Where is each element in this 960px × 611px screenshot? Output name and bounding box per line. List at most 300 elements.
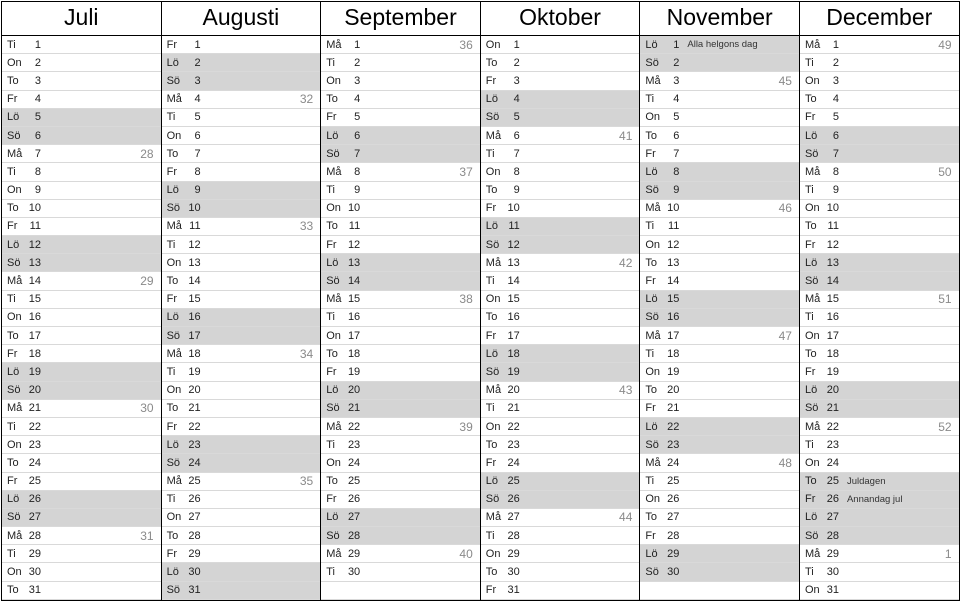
- day-row[interactable]: [481, 72, 640, 90]
- day-row[interactable]: [640, 382, 799, 400]
- day-row[interactable]: [2, 291, 161, 309]
- day-row[interactable]: [2, 182, 161, 200]
- day-of-week-label: Fr: [645, 147, 656, 160]
- day-row[interactable]: [481, 236, 640, 254]
- day-number: 15: [347, 293, 361, 306]
- day-number: 2: [194, 56, 201, 69]
- day-row[interactable]: [2, 109, 161, 127]
- day-row[interactable]: [162, 182, 321, 200]
- day-row[interactable]: [321, 327, 480, 345]
- day-number: 21: [28, 402, 41, 415]
- day-row[interactable]: [162, 400, 321, 418]
- day-row[interactable]: [640, 509, 799, 527]
- day-row[interactable]: [640, 72, 799, 90]
- day-row[interactable]: [162, 363, 321, 381]
- day-row[interactable]: [800, 327, 959, 345]
- day-row[interactable]: [800, 545, 959, 563]
- day-row[interactable]: [2, 454, 161, 472]
- day-row[interactable]: [481, 254, 640, 272]
- day-number: 21: [188, 402, 201, 415]
- day-number: 17: [28, 329, 41, 342]
- day-row[interactable]: [162, 200, 321, 218]
- week-number: 44: [619, 510, 633, 525]
- day-number: 11: [348, 220, 361, 233]
- day-row[interactable]: [2, 545, 161, 563]
- day-row[interactable]: [162, 54, 321, 72]
- day-row[interactable]: [481, 218, 640, 236]
- day-row[interactable]: [481, 582, 640, 600]
- day-row[interactable]: [2, 509, 161, 527]
- day-row[interactable]: [800, 436, 959, 454]
- day-row[interactable]: [162, 291, 321, 309]
- day-of-week-label: On: [7, 56, 22, 69]
- day-number: 27: [667, 511, 680, 524]
- day-row[interactable]: [2, 163, 161, 181]
- day-row[interactable]: [481, 182, 640, 200]
- day-row[interactable]: [321, 382, 480, 400]
- day-number: 22: [347, 420, 361, 433]
- day-row[interactable]: [162, 382, 321, 400]
- day-row[interactable]: [640, 54, 799, 72]
- day-row[interactable]: [640, 291, 799, 309]
- day-row[interactable]: [481, 109, 640, 127]
- day-row[interactable]: [640, 182, 799, 200]
- day-row[interactable]: [2, 54, 161, 72]
- day-row[interactable]: [2, 72, 161, 90]
- day-row[interactable]: [321, 345, 480, 363]
- day-row[interactable]: [162, 473, 321, 491]
- day-of-week-label: Sö: [804, 529, 819, 542]
- day-number: 19: [507, 365, 520, 378]
- day-row[interactable]: [800, 54, 959, 72]
- day-number: 14: [507, 275, 520, 288]
- day-number: 29: [28, 547, 41, 560]
- day-row[interactable]: [162, 418, 321, 436]
- day-row[interactable]: [640, 200, 799, 218]
- day-row[interactable]: [162, 36, 321, 54]
- day-of-week-label: Lö: [166, 184, 179, 197]
- day-row[interactable]: [800, 91, 959, 109]
- day-row[interactable]: [800, 400, 959, 418]
- day-row[interactable]: [800, 582, 959, 600]
- day-number: 6: [513, 129, 520, 142]
- day-of-week-label: On: [166, 511, 182, 524]
- day-of-week-label: On: [804, 584, 820, 597]
- day-of-week-label: Lö: [326, 129, 339, 142]
- day-row[interactable]: [640, 145, 799, 163]
- day-number: 11: [189, 220, 201, 233]
- day-row[interactable]: [481, 527, 640, 545]
- day-number: 10: [667, 202, 680, 215]
- day-number: 3: [354, 74, 361, 87]
- day-row[interactable]: [321, 272, 480, 290]
- day-row[interactable]: [321, 363, 480, 381]
- day-row[interactable]: [321, 200, 480, 218]
- day-of-week-label: Lö: [645, 165, 658, 178]
- day-row[interactable]: [481, 563, 640, 581]
- day-of-week-label: To: [485, 184, 498, 197]
- day-row[interactable]: [640, 218, 799, 236]
- day-of-week-label: Fr: [326, 238, 337, 251]
- day-row[interactable]: [321, 400, 480, 418]
- day-number: 10: [188, 202, 201, 215]
- day-row[interactable]: [640, 527, 799, 545]
- week-number: 37: [459, 164, 473, 179]
- day-row[interactable]: [162, 254, 321, 272]
- day-row[interactable]: [481, 345, 640, 363]
- day-of-week-label: On: [645, 493, 661, 506]
- day-number: 27: [28, 511, 41, 524]
- day-row[interactable]: [640, 545, 799, 563]
- day-number: 24: [188, 456, 201, 469]
- day-of-week-label: Må: [485, 256, 502, 269]
- day-of-week-label: Sö: [645, 438, 659, 451]
- day-row[interactable]: [800, 127, 959, 145]
- day-row[interactable]: [481, 473, 640, 491]
- day-number: 1: [34, 38, 41, 51]
- day-number: 29: [507, 547, 520, 560]
- day-number: 25: [188, 475, 201, 488]
- day-row[interactable]: [800, 491, 959, 509]
- day-row[interactable]: [481, 309, 640, 327]
- day-row[interactable]: [162, 454, 321, 472]
- day-row[interactable]: [2, 36, 161, 54]
- day-row[interactable]: [321, 473, 480, 491]
- day-of-week-label: To: [166, 275, 179, 288]
- day-row[interactable]: [481, 382, 640, 400]
- day-row[interactable]: [162, 91, 321, 109]
- day-row[interactable]: [800, 254, 959, 272]
- day-row[interactable]: [321, 163, 480, 181]
- day-of-week-label: Må: [485, 511, 502, 524]
- day-row[interactable]: [800, 200, 959, 218]
- day-row[interactable]: [162, 491, 321, 509]
- day-of-week-label: Ti: [7, 293, 16, 306]
- day-of-week-label: To: [804, 347, 817, 360]
- day-row[interactable]: [321, 527, 480, 545]
- day-row[interactable]: [321, 254, 480, 272]
- day-row[interactable]: [321, 109, 480, 127]
- day-of-week-label: Fr: [645, 529, 656, 542]
- day-of-week-label: To: [804, 93, 817, 106]
- day-of-week-label: Fr: [7, 475, 18, 488]
- day-row[interactable]: [640, 109, 799, 127]
- day-row[interactable]: [321, 36, 480, 54]
- day-of-week-label: Fr: [804, 493, 816, 506]
- day-row[interactable]: [481, 91, 640, 109]
- day-of-week-label: Ti: [166, 111, 176, 124]
- day-row[interactable]: [640, 345, 799, 363]
- day-number: 31: [188, 584, 201, 597]
- day-row[interactable]: [800, 236, 959, 254]
- day-of-week-label: Ti: [645, 93, 655, 106]
- day-row[interactable]: [2, 127, 161, 145]
- day-row[interactable]: [481, 54, 640, 72]
- day-row[interactable]: [640, 418, 799, 436]
- day-row[interactable]: [2, 363, 161, 381]
- day-row[interactable]: [640, 491, 799, 509]
- day-row[interactable]: [481, 163, 640, 181]
- day-row[interactable]: [2, 254, 161, 272]
- day-row[interactable]: [162, 582, 321, 600]
- day-number: 23: [28, 438, 41, 451]
- day-row[interactable]: [2, 382, 161, 400]
- day-row[interactable]: [162, 272, 321, 290]
- day-of-week-label: Ti: [326, 438, 335, 451]
- day-row[interactable]: [640, 436, 799, 454]
- day-row[interactable]: [640, 363, 799, 381]
- day-row[interactable]: [162, 545, 321, 563]
- day-row[interactable]: [2, 218, 161, 236]
- day-row[interactable]: [162, 563, 321, 581]
- month-column-december: [799, 36, 959, 601]
- day-row[interactable]: [800, 418, 959, 436]
- week-number: 52: [938, 419, 952, 434]
- day-of-week-label: Må: [7, 147, 23, 160]
- day-row[interactable]: [2, 418, 161, 436]
- day-number: 11: [827, 220, 839, 233]
- day-of-week-label: Ti: [326, 311, 335, 324]
- day-of-week-label: Må: [7, 402, 23, 415]
- day-number: 30: [28, 566, 41, 579]
- day-row[interactable]: [481, 491, 640, 509]
- day-row[interactable]: [640, 127, 799, 145]
- day-row[interactable]: [481, 200, 640, 218]
- day-number: 16: [188, 311, 201, 324]
- day-row[interactable]: [800, 109, 959, 127]
- day-row[interactable]: [321, 127, 480, 145]
- day-row[interactable]: [2, 345, 161, 363]
- day-row[interactable]: [481, 436, 640, 454]
- day-row[interactable]: [800, 182, 959, 200]
- day-number: 27: [347, 511, 361, 524]
- day-of-week-label: On: [326, 329, 341, 342]
- day-row[interactable]: [481, 272, 640, 290]
- day-of-week-label: Sö: [645, 56, 659, 69]
- day-row[interactable]: [800, 218, 959, 236]
- day-row[interactable]: [2, 473, 161, 491]
- day-row[interactable]: [162, 127, 321, 145]
- day-number: 28: [826, 529, 839, 542]
- day-of-week-label: Må: [326, 38, 342, 51]
- day-row[interactable]: [800, 527, 959, 545]
- day-row[interactable]: [481, 127, 640, 145]
- day-row[interactable]: [162, 72, 321, 90]
- day-row[interactable]: [321, 563, 480, 581]
- day-row[interactable]: [321, 182, 480, 200]
- day-row[interactable]: [800, 145, 959, 163]
- day-number: 19: [347, 365, 361, 378]
- day-number: 5: [34, 111, 41, 124]
- day-number: 27: [507, 511, 520, 524]
- day-row[interactable]: [162, 145, 321, 163]
- day-number: 20: [347, 384, 361, 397]
- day-row[interactable]: [481, 291, 640, 309]
- day-of-week-label: On: [645, 238, 661, 251]
- day-of-week-label: Sö: [804, 402, 819, 415]
- day-row[interactable]: [162, 163, 321, 181]
- day-row[interactable]: [640, 163, 799, 181]
- day-row[interactable]: [162, 236, 321, 254]
- day-row[interactable]: [800, 36, 959, 54]
- day-row[interactable]: [321, 236, 480, 254]
- day-number: 22: [188, 420, 201, 433]
- month-column-november: [640, 36, 800, 601]
- day-number: 9: [34, 184, 41, 197]
- day-of-week-label: Sö: [326, 275, 340, 288]
- day-of-week-label: Lö: [166, 56, 179, 69]
- day-number: 29: [347, 547, 361, 560]
- day-number: 13: [667, 256, 680, 269]
- day-row[interactable]: [481, 145, 640, 163]
- day-row[interactable]: [800, 454, 959, 472]
- day-row[interactable]: [321, 145, 480, 163]
- day-row[interactable]: [640, 236, 799, 254]
- day-of-week-label: Fr: [326, 111, 337, 124]
- day-of-week-label: Sö: [645, 311, 659, 324]
- day-row[interactable]: [640, 91, 799, 109]
- day-row[interactable]: [800, 309, 959, 327]
- day-number: 6: [673, 129, 680, 142]
- day-row[interactable]: [162, 109, 321, 127]
- day-number: 29: [826, 547, 839, 560]
- day-row[interactable]: [162, 436, 321, 454]
- day-row[interactable]: [640, 254, 799, 272]
- day-row[interactable]: [2, 582, 161, 600]
- day-row[interactable]: [162, 345, 321, 363]
- day-row[interactable]: [481, 418, 640, 436]
- day-number: 8: [673, 165, 680, 178]
- day-row[interactable]: [2, 145, 161, 163]
- day-number: 24: [507, 456, 520, 469]
- day-row[interactable]: [2, 400, 161, 418]
- day-row[interactable]: [321, 54, 480, 72]
- day-of-week-label: Må: [326, 293, 342, 306]
- day-of-week-label: To: [7, 584, 19, 597]
- day-row[interactable]: [640, 36, 799, 54]
- day-of-week-label: To: [326, 475, 338, 488]
- day-row[interactable]: [2, 527, 161, 545]
- day-number: 13: [188, 256, 201, 269]
- day-row[interactable]: [2, 309, 161, 327]
- day-number: 14: [347, 275, 361, 288]
- day-row[interactable]: [800, 473, 959, 491]
- day-of-week-label: Ti: [804, 56, 814, 69]
- day-row[interactable]: [640, 454, 799, 472]
- day-of-week-label: Ti: [326, 184, 335, 197]
- day-row[interactable]: [481, 363, 640, 381]
- day-row[interactable]: [2, 91, 161, 109]
- day-of-week-label: Sö: [166, 202, 181, 215]
- day-row[interactable]: [2, 327, 161, 345]
- day-row[interactable]: [800, 345, 959, 363]
- day-row[interactable]: [800, 163, 959, 181]
- day-row[interactable]: [800, 563, 959, 581]
- day-of-week-label: Fr: [804, 238, 816, 251]
- day-row[interactable]: [321, 72, 480, 90]
- day-row[interactable]: [162, 527, 321, 545]
- day-of-week-label: Sö: [485, 238, 500, 251]
- day-of-week-label: To: [326, 220, 338, 233]
- day-row[interactable]: [481, 36, 640, 54]
- day-of-week-label: To: [485, 56, 498, 69]
- day-number: 7: [832, 147, 839, 160]
- day-row[interactable]: [321, 436, 480, 454]
- day-row[interactable]: [321, 454, 480, 472]
- day-number: 13: [28, 256, 41, 269]
- day-of-week-label: Sö: [166, 584, 181, 597]
- day-of-week-label: Må: [166, 93, 182, 106]
- day-of-week-label: Lö: [485, 93, 499, 106]
- day-number: 1: [194, 38, 201, 51]
- day-row[interactable]: [321, 218, 480, 236]
- day-row[interactable]: [481, 545, 640, 563]
- day-row[interactable]: [2, 236, 161, 254]
- day-row[interactable]: [162, 218, 321, 236]
- day-row[interactable]: [2, 563, 161, 581]
- day-row[interactable]: [321, 418, 480, 436]
- day-row[interactable]: [321, 309, 480, 327]
- day-row[interactable]: [162, 309, 321, 327]
- day-row[interactable]: [2, 200, 161, 218]
- day-row[interactable]: [800, 291, 959, 309]
- day-number: 14: [667, 275, 680, 288]
- day-row[interactable]: [321, 509, 480, 527]
- day-row[interactable]: [162, 509, 321, 527]
- day-row[interactable]: [321, 91, 480, 109]
- day-number: 12: [28, 238, 41, 251]
- day-of-week-label: Lö: [645, 547, 658, 560]
- day-number: 6: [354, 129, 361, 142]
- holiday-label: Alla helgons dag: [687, 39, 758, 51]
- day-row[interactable]: [640, 473, 799, 491]
- day-row[interactable]: [640, 272, 799, 290]
- day-row[interactable]: [321, 291, 480, 309]
- day-row[interactable]: [800, 72, 959, 90]
- day-row[interactable]: [481, 454, 640, 472]
- day-number: 28: [347, 529, 361, 542]
- day-row[interactable]: [2, 491, 161, 509]
- day-row[interactable]: [162, 327, 321, 345]
- day-row[interactable]: [321, 491, 480, 509]
- day-row[interactable]: [640, 400, 799, 418]
- day-number: 5: [194, 111, 201, 124]
- day-number: 18: [826, 347, 839, 360]
- day-row[interactable]: [2, 272, 161, 290]
- day-row[interactable]: [800, 272, 959, 290]
- day-row[interactable]: [800, 363, 959, 381]
- day-row[interactable]: [640, 563, 799, 581]
- day-of-week-label: To: [485, 438, 498, 451]
- day-row[interactable]: [481, 509, 640, 527]
- day-number: 22: [667, 420, 680, 433]
- day-row[interactable]: [640, 327, 799, 345]
- day-of-week-label: Lö: [7, 111, 20, 124]
- day-number: 16: [28, 311, 41, 324]
- day-row[interactable]: [2, 436, 161, 454]
- day-of-week-label: Må: [7, 529, 23, 542]
- day-row[interactable]: [321, 545, 480, 563]
- day-of-week-label: Sö: [7, 256, 21, 269]
- day-row[interactable]: [481, 400, 640, 418]
- day-number: 26: [347, 493, 361, 506]
- day-number: 15: [826, 293, 839, 306]
- day-row[interactable]: [800, 382, 959, 400]
- day-row[interactable]: [800, 509, 959, 527]
- day-row[interactable]: [640, 309, 799, 327]
- day-number: 17: [667, 329, 680, 342]
- day-row[interactable]: [481, 327, 640, 345]
